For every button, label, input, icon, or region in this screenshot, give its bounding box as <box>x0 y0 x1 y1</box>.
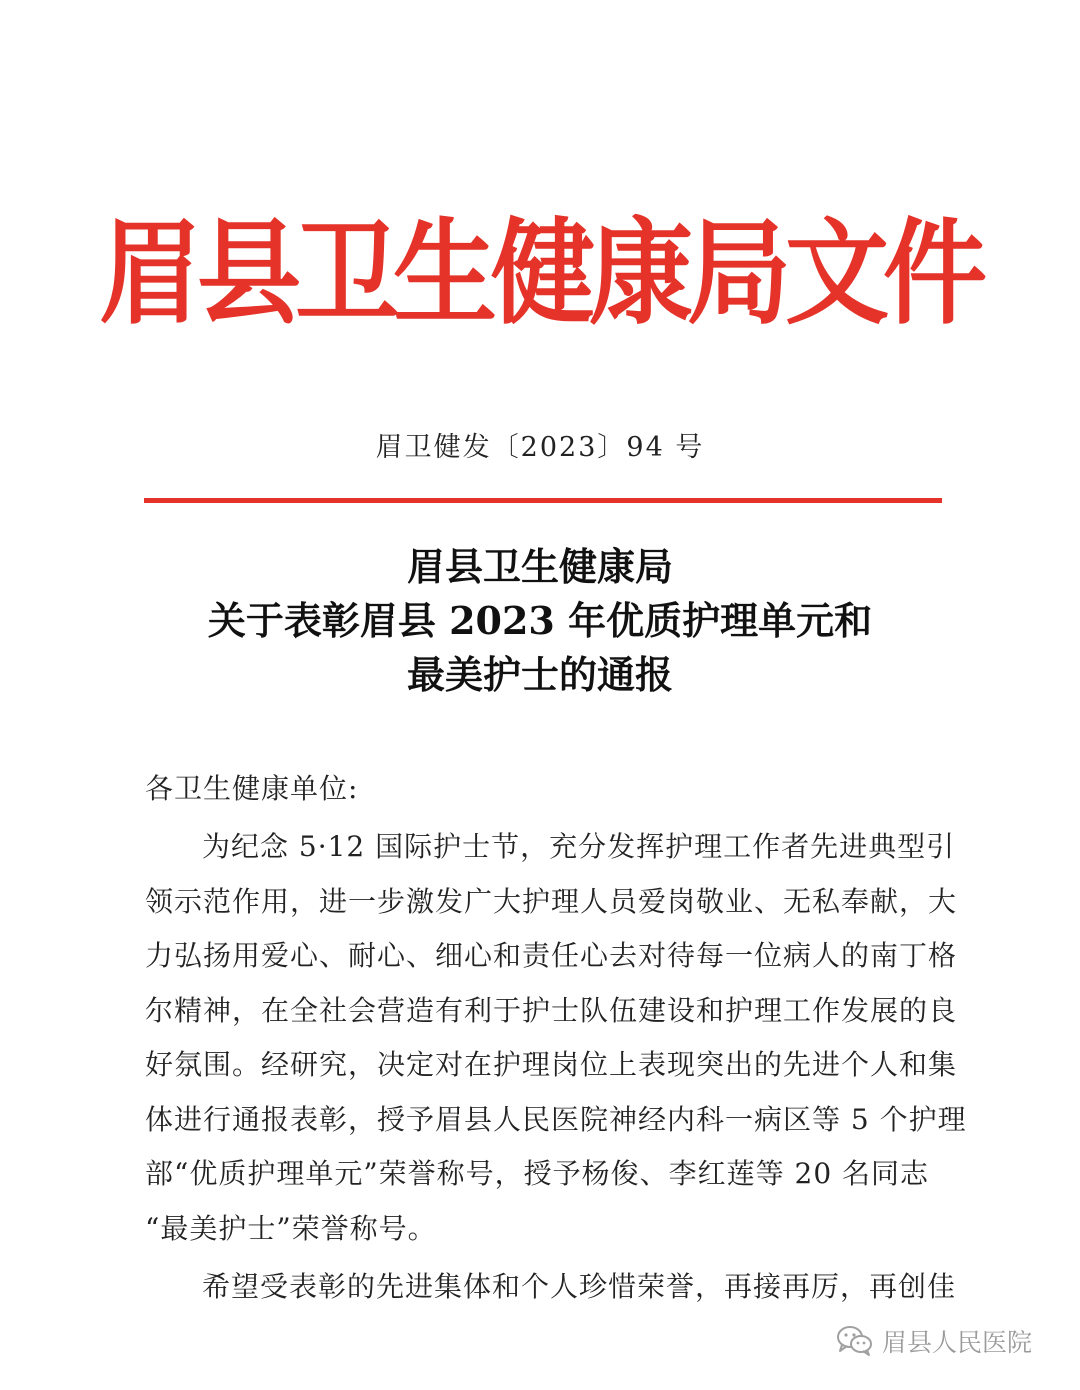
paragraph-line: 尔精神，在全社会营造有利于护士队伍建设和护理工作发展的良 <box>145 993 958 1027</box>
wechat-icon <box>836 1325 874 1357</box>
notice-body <box>145 766 967 1318</box>
paragraph-line: 部“优质护理单元”荣誉称号，授予杨俊、李红莲等 20 名同志 <box>145 1157 930 1190</box>
title-line-1: 眉县卫生健康局 <box>406 544 673 589</box>
watermark-text: 眉县人民医院 <box>882 1328 1033 1357</box>
red-divider-line <box>144 498 942 503</box>
salutation: 各卫生健康单位: <box>145 772 359 805</box>
paragraph-line: 为纪念 5·12 国际护士节，充分发挥护理工作者先进典型引 <box>202 830 956 863</box>
title-line-2: 关于表彰眉县 2023 年优质护理单元和 <box>207 598 873 643</box>
paragraph-line: 领示范作用，进一步激发广大护理人员爱岗敬业、无私奉献，大 <box>145 884 958 918</box>
paragraph-line: 好氛围。经研究，决定对在护理岗位上表现突出的先进个人和集 <box>145 1048 958 1081</box>
paragraph-line: 体进行通报表彰，授予眉县人民医院神经内科一病区等 5 个护理 <box>145 1102 967 1136</box>
title-line-3: 最美护士的通报 <box>406 652 673 697</box>
paragraph-line: 希望受表彰的先进集体和个人珍惜荣誉，再接再厉，再创佳 <box>202 1269 957 1303</box>
paragraph-line: 力弘扬用爱心、耐心、细心和责任心去对待每一位病人的南丁格 <box>145 939 958 972</box>
paragraph-line: “最美护士”荣誉称号。 <box>145 1211 437 1245</box>
source-watermark <box>836 1318 1032 1364</box>
document-masthead: 眉县卫生健康局文件 <box>98 205 981 341</box>
notice-title <box>0 540 1080 702</box>
document-number: 眉卫健发〔2023〕94 号 <box>375 432 705 463</box>
